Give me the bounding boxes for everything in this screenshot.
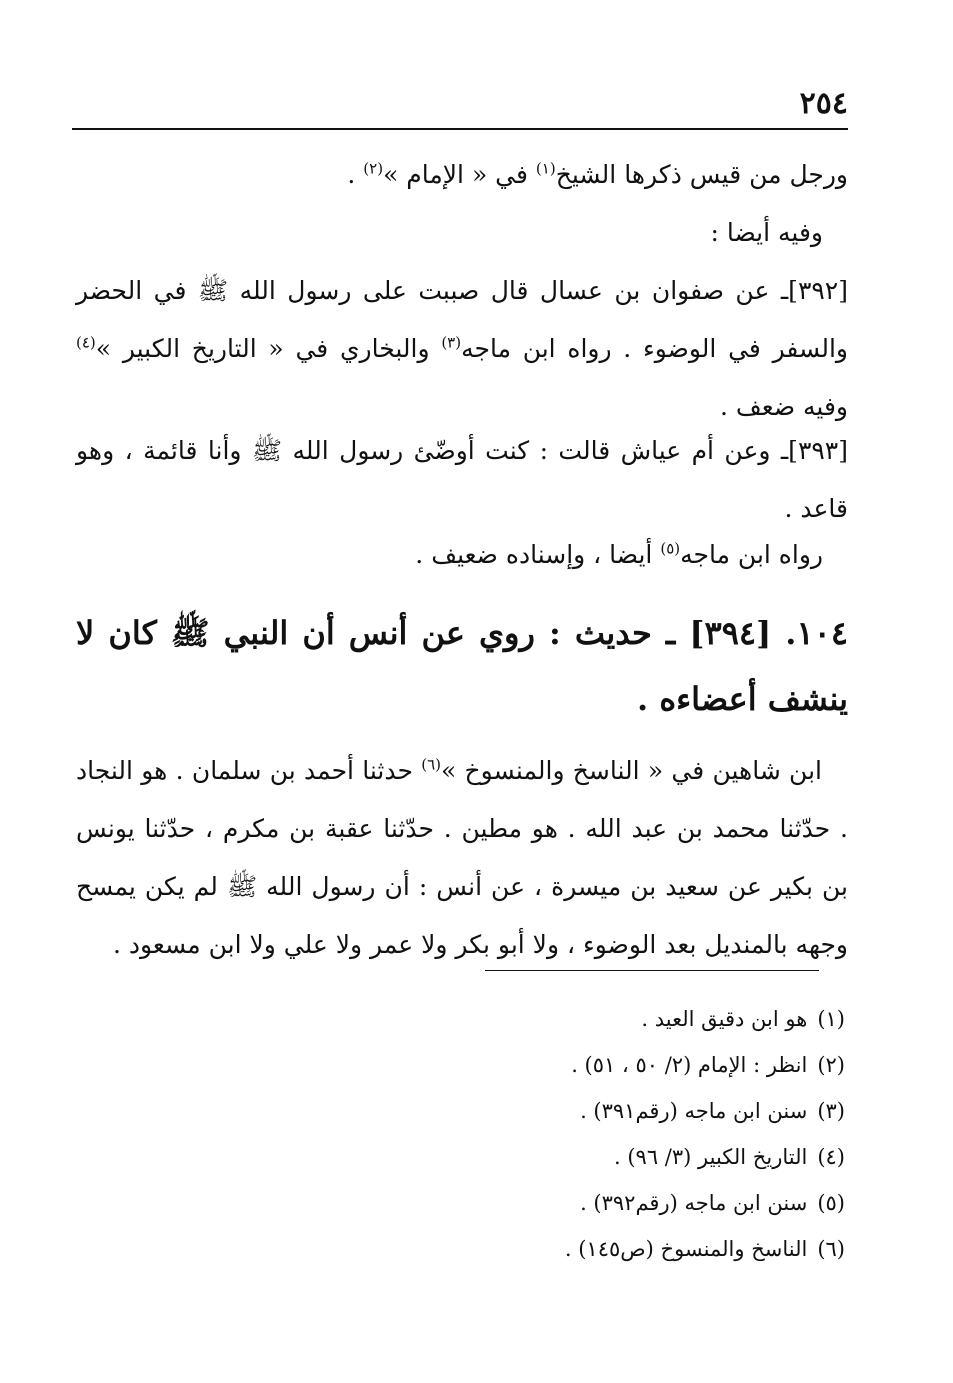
hadith-393: [٣٩٣]ـ وعن أم عياش قالت : كنت أوضّئ رسول الله ﷺ وأنا قائمة ، وهو قاعد . <box>76 436 848 523</box>
paragraph-394 <box>76 742 848 974</box>
footnote-text: سنن ابن ماجه (رقم٣٩٢) . <box>580 1191 808 1215</box>
footnote-ref-6[interactable]: (٦) <box>421 755 441 774</box>
footnote-text: الناسخ والمنسوخ (ص١٤٥) . <box>564 1237 808 1261</box>
footnote-item <box>85 1180 845 1226</box>
footnote-item <box>85 1088 845 1134</box>
footnote-number: (٥) <box>817 1191 845 1215</box>
paragraph-394-text-start: ابن شاهين في « الناسخ والمنسوخ » <box>440 756 822 785</box>
footnote-item <box>85 1042 845 1088</box>
footnote-text: التاريخ الكبير (٣/ ٩٦) . <box>614 1145 808 1169</box>
also-in-it-line: وفيه أيضا : <box>710 218 823 247</box>
footnote-number: (٣) <box>817 1099 845 1123</box>
narration-text-end: أيضا ، وإسناده ضعيف . <box>415 540 661 569</box>
intro-line <box>76 160 848 189</box>
footnote-ref-4[interactable]: (٤) <box>76 333 96 352</box>
footnote-item <box>85 996 845 1042</box>
footnote-text: سنن ابن ماجه (رقم٣٩١) . <box>580 1099 808 1123</box>
footnote-text: هو ابن دقيق العيد . <box>641 1007 808 1031</box>
narration-text-start: رواه ابن ماجه <box>680 540 823 569</box>
intro-line-text-start: ورجل من قيس ذكرها الشيخ <box>555 160 848 189</box>
hadith-392-bukhari: والبخاري في « التاريخ الكبير » <box>95 334 442 363</box>
footnote-item <box>85 1134 845 1180</box>
footnote-item <box>85 1226 845 1272</box>
footnote-number: (٢) <box>817 1053 845 1077</box>
footnote-ref-1[interactable]: (١) <box>535 159 556 178</box>
footnote-number: (٤) <box>817 1145 845 1169</box>
footnote-number: (١) <box>817 1007 845 1031</box>
footnotes-list <box>85 996 845 1272</box>
page-number: ٢٥٤ <box>799 86 848 121</box>
header-rule <box>72 128 848 130</box>
footnote-separator <box>485 970 819 971</box>
hadith-392-grading: وفيه ضعف . <box>720 392 848 421</box>
footnote-number: (٦) <box>817 1237 845 1261</box>
hadith-392-text: [٣٩٢]ـ عن صفوان بن عسال قال صببت على رسول الله ﷺ في الحضر والسفر في الوضوء . رواه ابن ماجه <box>76 276 848 363</box>
footnote-ref-5[interactable]: (٥) <box>660 539 681 558</box>
hadith-392 <box>76 262 848 436</box>
section-heading-104: ١٠٤. [٣٩٤] ـ حديث : روي عن أنس أن النبي ﷺ كان لا ينشف أعضاءه . <box>76 614 849 718</box>
paragraph-394-text-end: حدثنا أحمد بن سلمان . هو النجاد . حدّثنا محمد بن عبد الله . هو مطين . حدّثنا عقبة بن مكرم ، حدّثنا يونس بن بكير عن سعيد بن ميسرة ، عن أنس : أن رسول الله ﷺ لم يكن يمسح وجهه بالمنديل بعد الوضوء ، ولا أبو بكر ولا عمر ولا علي ولا ابن مسعود . <box>76 756 848 959</box>
intro-line-text-end: . <box>347 160 364 189</box>
footnote-ref-2[interactable]: (٢) <box>363 159 384 178</box>
footnote-text: انظر : الإمام (٢/ ٥٠ ، ٥١) . <box>571 1053 808 1077</box>
footnote-ref-3[interactable]: (٣) <box>441 333 462 352</box>
hadith-393-narration <box>75 540 823 569</box>
intro-line-text-middle: في « الإمام » <box>383 160 536 189</box>
